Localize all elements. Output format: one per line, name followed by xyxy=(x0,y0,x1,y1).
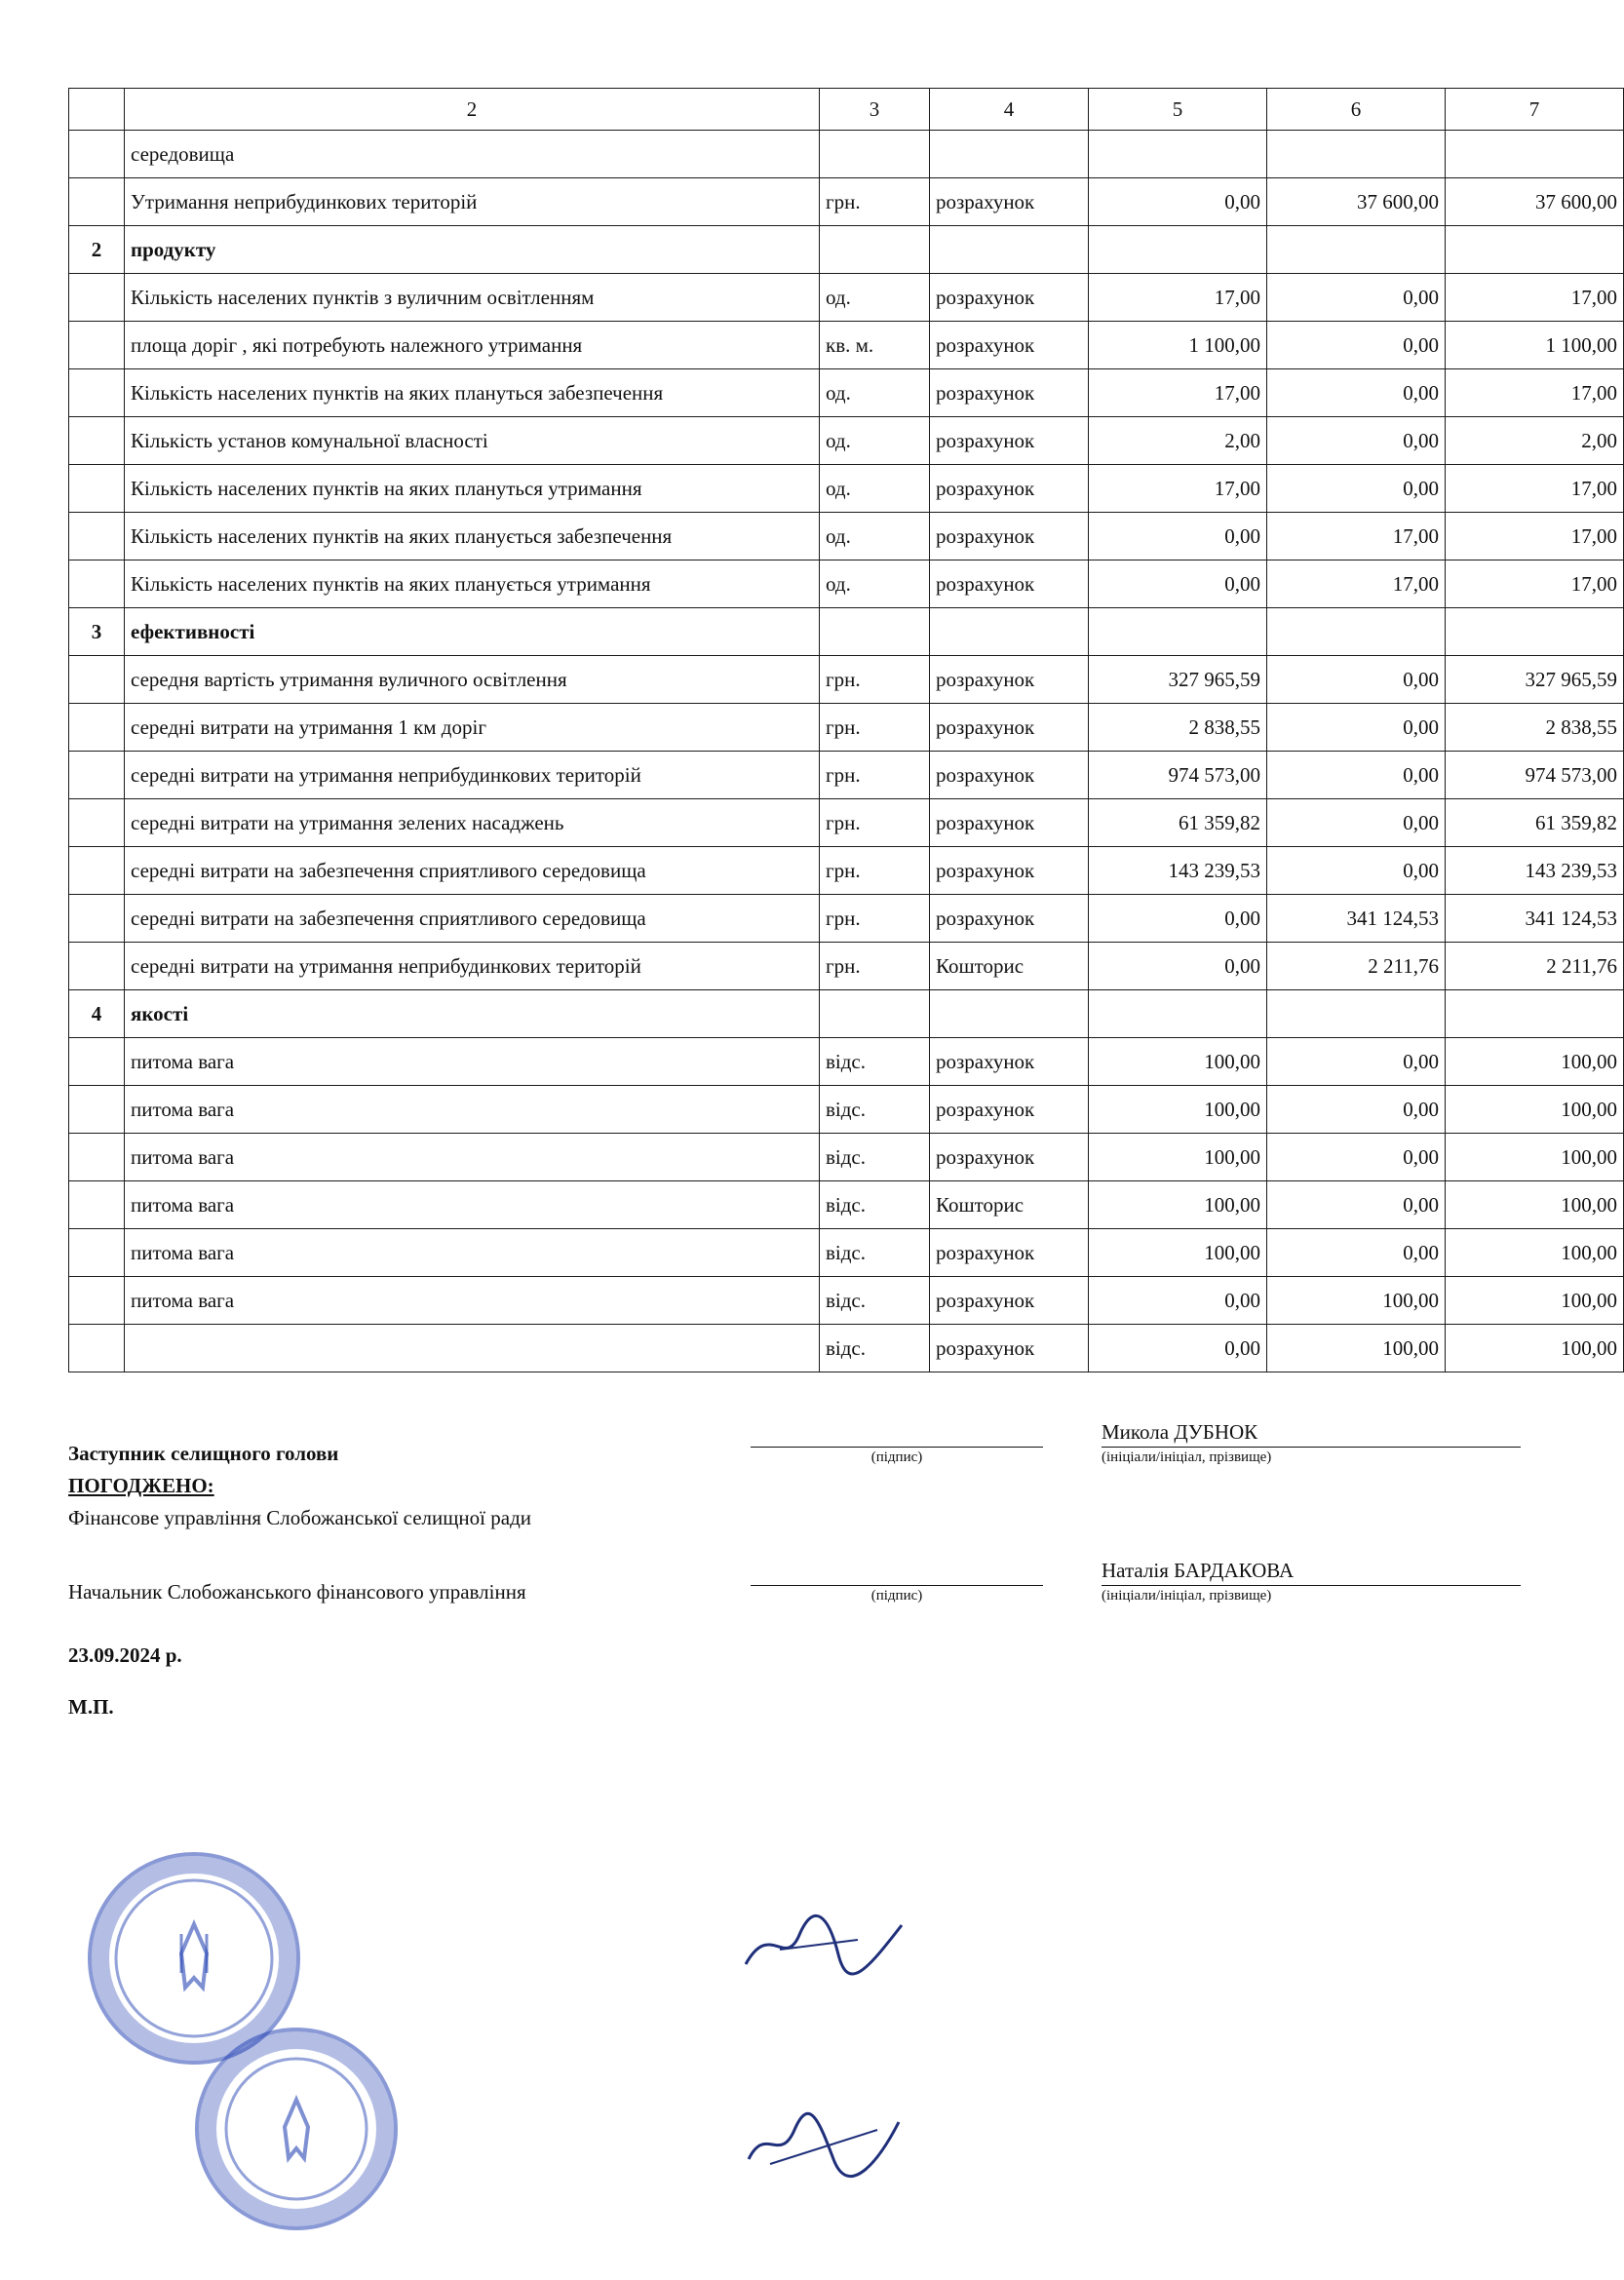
value-total-cell xyxy=(1446,131,1624,178)
handwritten-signature xyxy=(741,1911,907,1979)
value-special-fund-cell: 0,00 xyxy=(1267,465,1446,513)
source-cell: розрахунок xyxy=(930,1086,1089,1134)
indicator-name-cell: питома вага xyxy=(125,1086,820,1134)
value-general-fund-cell: 100,00 xyxy=(1089,1134,1267,1181)
value-total-cell: 17,00 xyxy=(1446,274,1624,322)
source-cell: розрахунок xyxy=(930,847,1089,895)
source-cell: розрахунок xyxy=(930,1277,1089,1325)
value-general-fund-cell: 327 965,59 xyxy=(1089,656,1267,704)
value-total-cell: 143 239,53 xyxy=(1446,847,1624,895)
indicator-name-cell: середні витрати на утримання зелених насаджень xyxy=(125,799,820,847)
head-signature-field xyxy=(751,1556,1043,1604)
unit-cell: од. xyxy=(820,560,930,608)
indicator-name-cell: площа доріг , які потребують належного утримання xyxy=(125,322,820,369)
name-caption: (ініціали/ініціал, прізвище) xyxy=(1102,1588,1272,1604)
source-cell: розрахунок xyxy=(930,417,1089,465)
table-row xyxy=(69,943,1624,990)
row-number-cell xyxy=(69,895,125,943)
signature-line xyxy=(751,1556,1043,1586)
row-number-cell xyxy=(69,1325,125,1372)
row-number-cell xyxy=(69,752,125,799)
unit-cell: відс. xyxy=(820,1325,930,1372)
value-general-fund-cell: 100,00 xyxy=(1089,1229,1267,1277)
value-general-fund-cell xyxy=(1089,608,1267,656)
indicator-name-cell: середні витрати на забезпечення сприятливого середовища xyxy=(125,847,820,895)
unit-cell: од. xyxy=(820,369,930,417)
row-number-cell xyxy=(69,656,125,704)
unit-cell: грн. xyxy=(820,943,930,990)
row-number-cell xyxy=(69,1038,125,1086)
row-number-cell: 4 xyxy=(69,990,125,1038)
indicator-name-cell: Кількість населених пунктів з вуличним освітленням xyxy=(125,274,820,322)
table-row xyxy=(69,1086,1624,1134)
value-general-fund-cell: 2,00 xyxy=(1089,417,1267,465)
section-row xyxy=(69,226,1624,274)
unit-cell: кв. м. xyxy=(820,322,930,369)
value-special-fund-cell: 0,00 xyxy=(1267,322,1446,369)
value-general-fund-cell: 61 359,82 xyxy=(1089,799,1267,847)
value-total-cell: 17,00 xyxy=(1446,560,1624,608)
indicator-name-cell: питома вага xyxy=(125,1277,820,1325)
value-special-fund-cell: 0,00 xyxy=(1267,847,1446,895)
table-row xyxy=(69,1325,1624,1372)
row-number-cell xyxy=(69,799,125,847)
source-cell: розрахунок xyxy=(930,895,1089,943)
unit-cell: відс. xyxy=(820,1229,930,1277)
value-special-fund-cell: 0,00 xyxy=(1267,1181,1446,1229)
indicator-name-cell: питома вага xyxy=(125,1134,820,1181)
value-total-cell: 61 359,82 xyxy=(1446,799,1624,847)
stamp-place-label: М.П. xyxy=(68,1695,114,1719)
budget-sheet xyxy=(68,88,1617,1720)
source-cell: розрахунок xyxy=(930,369,1089,417)
handwritten-signature xyxy=(741,2110,907,2179)
unit-cell: відс. xyxy=(820,1181,930,1229)
unit-cell xyxy=(820,131,930,178)
unit-cell: грн. xyxy=(820,895,930,943)
indicator-name-cell: якості xyxy=(125,990,820,1038)
value-special-fund-cell: 0,00 xyxy=(1267,1086,1446,1134)
value-general-fund-cell: 0,00 xyxy=(1089,1277,1267,1325)
row-number-cell xyxy=(69,1086,125,1134)
unit-cell: грн. xyxy=(820,799,930,847)
unit-cell: грн. xyxy=(820,178,930,226)
value-total-cell xyxy=(1446,990,1624,1038)
table-row xyxy=(69,847,1624,895)
unit-cell: відс. xyxy=(820,1134,930,1181)
value-total-cell: 37 600,00 xyxy=(1446,178,1624,226)
name-caption: (ініціали/ініціал, прізвище) xyxy=(1102,1449,1272,1465)
indicator-name-cell: середні витрати на утримання неприбудинкових територій xyxy=(125,752,820,799)
signature-line xyxy=(751,1417,1043,1448)
source-cell: розрахунок xyxy=(930,1325,1089,1372)
indicator-name-cell: Кількість населених пунктів на яких планується забезпечення xyxy=(125,513,820,560)
source-cell xyxy=(930,608,1089,656)
section-row xyxy=(69,608,1624,656)
table-row xyxy=(69,1277,1624,1325)
table-row xyxy=(69,178,1624,226)
value-special-fund-cell: 0,00 xyxy=(1267,704,1446,752)
indicator-name-cell: середні витрати на утримання 1 км доріг xyxy=(125,704,820,752)
value-special-fund-cell xyxy=(1267,608,1446,656)
indicator-name-cell: Утримання неприбудинкових територій xyxy=(125,178,820,226)
table-row xyxy=(69,656,1624,704)
value-general-fund-cell: 100,00 xyxy=(1089,1181,1267,1229)
table-row xyxy=(69,1038,1624,1086)
deputy-name-field xyxy=(1102,1420,1521,1466)
value-special-fund-cell: 0,00 xyxy=(1267,1229,1446,1277)
value-total-cell: 100,00 xyxy=(1446,1086,1624,1134)
column-header: 7 xyxy=(1446,89,1624,131)
source-cell: розрахунок xyxy=(930,465,1089,513)
indicator-name-cell: ефективності xyxy=(125,608,820,656)
unit-cell: відс. xyxy=(820,1086,930,1134)
unit-cell: грн. xyxy=(820,847,930,895)
table-row xyxy=(69,1181,1624,1229)
value-general-fund-cell: 0,00 xyxy=(1089,513,1267,560)
value-general-fund-cell: 1 100,00 xyxy=(1089,322,1267,369)
row-number-cell xyxy=(69,178,125,226)
value-total-cell: 327 965,59 xyxy=(1446,656,1624,704)
value-special-fund-cell: 37 600,00 xyxy=(1267,178,1446,226)
head-name: Наталія БАРДАКОВА xyxy=(1102,1559,1521,1586)
value-general-fund-cell: 0,00 xyxy=(1089,1325,1267,1372)
value-total-cell: 17,00 xyxy=(1446,369,1624,417)
finance-department-seal xyxy=(195,2028,398,2230)
value-general-fund-cell xyxy=(1089,226,1267,274)
value-general-fund-cell: 17,00 xyxy=(1089,274,1267,322)
unit-cell: грн. xyxy=(820,704,930,752)
indicators-table xyxy=(68,88,1624,1372)
finance-department-name: Фінансове управління Слобожанської селищної ради xyxy=(68,1506,531,1529)
indicator-name-cell: Кількість населених пунктів на яких планується утримання xyxy=(125,560,820,608)
value-special-fund-cell: 2 211,76 xyxy=(1267,943,1446,990)
value-special-fund-cell xyxy=(1267,131,1446,178)
value-special-fund-cell: 100,00 xyxy=(1267,1277,1446,1325)
value-special-fund-cell xyxy=(1267,990,1446,1038)
unit-cell xyxy=(820,608,930,656)
value-total-cell xyxy=(1446,608,1624,656)
table-row xyxy=(69,895,1624,943)
table-row xyxy=(69,752,1624,799)
row-number-cell xyxy=(69,1134,125,1181)
value-special-fund-cell: 0,00 xyxy=(1267,656,1446,704)
value-total-cell: 2 211,76 xyxy=(1446,943,1624,990)
value-total-cell: 17,00 xyxy=(1446,513,1624,560)
value-special-fund-cell: 0,00 xyxy=(1267,752,1446,799)
table-row xyxy=(69,560,1624,608)
unit-cell: відс. xyxy=(820,1038,930,1086)
value-general-fund-cell: 100,00 xyxy=(1089,1086,1267,1134)
source-cell: розрахунок xyxy=(930,560,1089,608)
indicator-name-cell: питома вага xyxy=(125,1229,820,1277)
row-number-cell xyxy=(69,417,125,465)
row-number-cell xyxy=(69,465,125,513)
row-number-cell xyxy=(69,847,125,895)
value-total-cell: 974 573,00 xyxy=(1446,752,1624,799)
row-number-cell xyxy=(69,1229,125,1277)
unit-cell: од. xyxy=(820,417,930,465)
row-number-cell xyxy=(69,274,125,322)
source-cell: розрахунок xyxy=(930,752,1089,799)
source-cell: розрахунок xyxy=(930,178,1089,226)
value-general-fund-cell: 0,00 xyxy=(1089,943,1267,990)
value-total-cell: 100,00 xyxy=(1446,1134,1624,1181)
unit-cell xyxy=(820,990,930,1038)
value-special-fund-cell: 0,00 xyxy=(1267,1038,1446,1086)
source-cell: розрахунок xyxy=(930,799,1089,847)
value-general-fund-cell: 0,00 xyxy=(1089,178,1267,226)
signature-row-head xyxy=(68,1556,1544,1604)
head-position: Начальник Слобожанського фінансового управління xyxy=(68,1580,526,1604)
value-total-cell: 341 124,53 xyxy=(1446,895,1624,943)
deputy-name: Микола ДУБНОК xyxy=(1102,1420,1521,1448)
source-cell xyxy=(930,990,1089,1038)
source-cell xyxy=(930,131,1089,178)
indicator-name-cell: Кількість населених пунктів на яких плануться утримання xyxy=(125,465,820,513)
value-total-cell: 100,00 xyxy=(1446,1229,1624,1277)
source-cell: розрахунок xyxy=(930,704,1089,752)
signature-caption: (підпис) xyxy=(870,1449,923,1465)
row-number-cell xyxy=(69,560,125,608)
value-total-cell: 2 838,55 xyxy=(1446,704,1624,752)
document-date: 23.09.2024 р. xyxy=(68,1643,182,1667)
row-number-cell: 3 xyxy=(69,608,125,656)
source-cell: розрахунок xyxy=(930,274,1089,322)
source-cell: розрахунок xyxy=(930,513,1089,560)
table-row xyxy=(69,417,1624,465)
column-header: 6 xyxy=(1267,89,1446,131)
indicator-name-cell xyxy=(125,1325,820,1372)
row-number-cell xyxy=(69,704,125,752)
indicator-name-cell: питома вага xyxy=(125,1038,820,1086)
row-number-cell xyxy=(69,513,125,560)
row-number-cell xyxy=(69,943,125,990)
column-header xyxy=(69,89,125,131)
column-header: 2 xyxy=(125,89,820,131)
value-special-fund-cell: 0,00 xyxy=(1267,274,1446,322)
value-general-fund-cell: 143 239,53 xyxy=(1089,847,1267,895)
value-total-cell xyxy=(1446,226,1624,274)
value-general-fund-cell: 974 573,00 xyxy=(1089,752,1267,799)
table-body xyxy=(69,131,1624,1372)
row-number-cell xyxy=(69,1181,125,1229)
signature-block xyxy=(68,1417,1544,1720)
value-general-fund-cell xyxy=(1089,990,1267,1038)
value-special-fund-cell: 17,00 xyxy=(1267,513,1446,560)
value-special-fund-cell: 0,00 xyxy=(1267,417,1446,465)
table-row xyxy=(69,704,1624,752)
value-special-fund-cell: 0,00 xyxy=(1267,799,1446,847)
row-number-cell xyxy=(69,1277,125,1325)
section-row xyxy=(69,990,1624,1038)
row-number-cell xyxy=(69,131,125,178)
deputy-signature-field xyxy=(751,1417,1043,1466)
value-total-cell: 2,00 xyxy=(1446,417,1624,465)
row-number-cell: 2 xyxy=(69,226,125,274)
unit-cell: грн. xyxy=(820,656,930,704)
value-general-fund-cell: 17,00 xyxy=(1089,369,1267,417)
source-cell xyxy=(930,226,1089,274)
unit-cell: од. xyxy=(820,274,930,322)
value-special-fund-cell: 100,00 xyxy=(1267,1325,1446,1372)
head-name-field xyxy=(1102,1559,1521,1604)
column-header: 3 xyxy=(820,89,930,131)
value-special-fund-cell: 17,00 xyxy=(1267,560,1446,608)
value-special-fund-cell xyxy=(1267,226,1446,274)
source-cell: розрахунок xyxy=(930,1134,1089,1181)
indicator-name-cell: середовища xyxy=(125,131,820,178)
value-general-fund-cell: 2 838,55 xyxy=(1089,704,1267,752)
value-total-cell: 100,00 xyxy=(1446,1277,1624,1325)
deputy-position: Заступник селищного голови xyxy=(68,1442,339,1465)
row-number-cell xyxy=(69,369,125,417)
value-general-fund-cell: 17,00 xyxy=(1089,465,1267,513)
indicator-name-cell: Кількість установ комунальної власності xyxy=(125,417,820,465)
value-total-cell: 100,00 xyxy=(1446,1181,1624,1229)
value-total-cell: 17,00 xyxy=(1446,465,1624,513)
table-row xyxy=(69,465,1624,513)
value-total-cell: 100,00 xyxy=(1446,1038,1624,1086)
value-total-cell: 100,00 xyxy=(1446,1325,1624,1372)
signature-row-deputy xyxy=(68,1417,1544,1466)
column-header: 5 xyxy=(1089,89,1267,131)
row-number-cell xyxy=(69,322,125,369)
column-header: 4 xyxy=(930,89,1089,131)
indicator-name-cell: середня вартість утримання вуличного освітлення xyxy=(125,656,820,704)
table-row xyxy=(69,513,1624,560)
indicator-name-cell: середні витрати на утримання неприбудинкових територій xyxy=(125,943,820,990)
unit-cell: грн. xyxy=(820,752,930,799)
unit-cell: од. xyxy=(820,513,930,560)
value-general-fund-cell xyxy=(1089,131,1267,178)
table-row xyxy=(69,369,1624,417)
value-total-cell: 1 100,00 xyxy=(1446,322,1624,369)
source-cell: розрахунок xyxy=(930,322,1089,369)
indicator-name-cell: Кількість населених пунктів на яких плануться забезпечення xyxy=(125,369,820,417)
table-row xyxy=(69,1134,1624,1181)
value-general-fund-cell: 100,00 xyxy=(1089,1038,1267,1086)
source-cell: розрахунок xyxy=(930,656,1089,704)
table-row xyxy=(69,274,1624,322)
table-row xyxy=(69,799,1624,847)
table-row xyxy=(69,1229,1624,1277)
table-row xyxy=(69,131,1624,178)
indicator-name-cell: продукту xyxy=(125,226,820,274)
indicator-name-cell: середні витрати на забезпечення сприятливого середовища xyxy=(125,895,820,943)
value-general-fund-cell: 0,00 xyxy=(1089,895,1267,943)
value-general-fund-cell: 0,00 xyxy=(1089,560,1267,608)
unit-cell: відс. xyxy=(820,1277,930,1325)
value-special-fund-cell: 341 124,53 xyxy=(1267,895,1446,943)
approved-label: ПОГОДЖЕНО: xyxy=(68,1474,214,1497)
source-cell: розрахунок xyxy=(930,1038,1089,1086)
unit-cell: од. xyxy=(820,465,930,513)
table-header-row xyxy=(69,89,1624,131)
table-row xyxy=(69,322,1624,369)
unit-cell xyxy=(820,226,930,274)
source-cell: Кошторис xyxy=(930,943,1089,990)
value-special-fund-cell: 0,00 xyxy=(1267,369,1446,417)
source-cell: розрахунок xyxy=(930,1229,1089,1277)
value-special-fund-cell: 0,00 xyxy=(1267,1134,1446,1181)
indicator-name-cell: питома вага xyxy=(125,1181,820,1229)
source-cell: Кошторис xyxy=(930,1181,1089,1229)
signature-caption: (підпис) xyxy=(870,1588,923,1604)
